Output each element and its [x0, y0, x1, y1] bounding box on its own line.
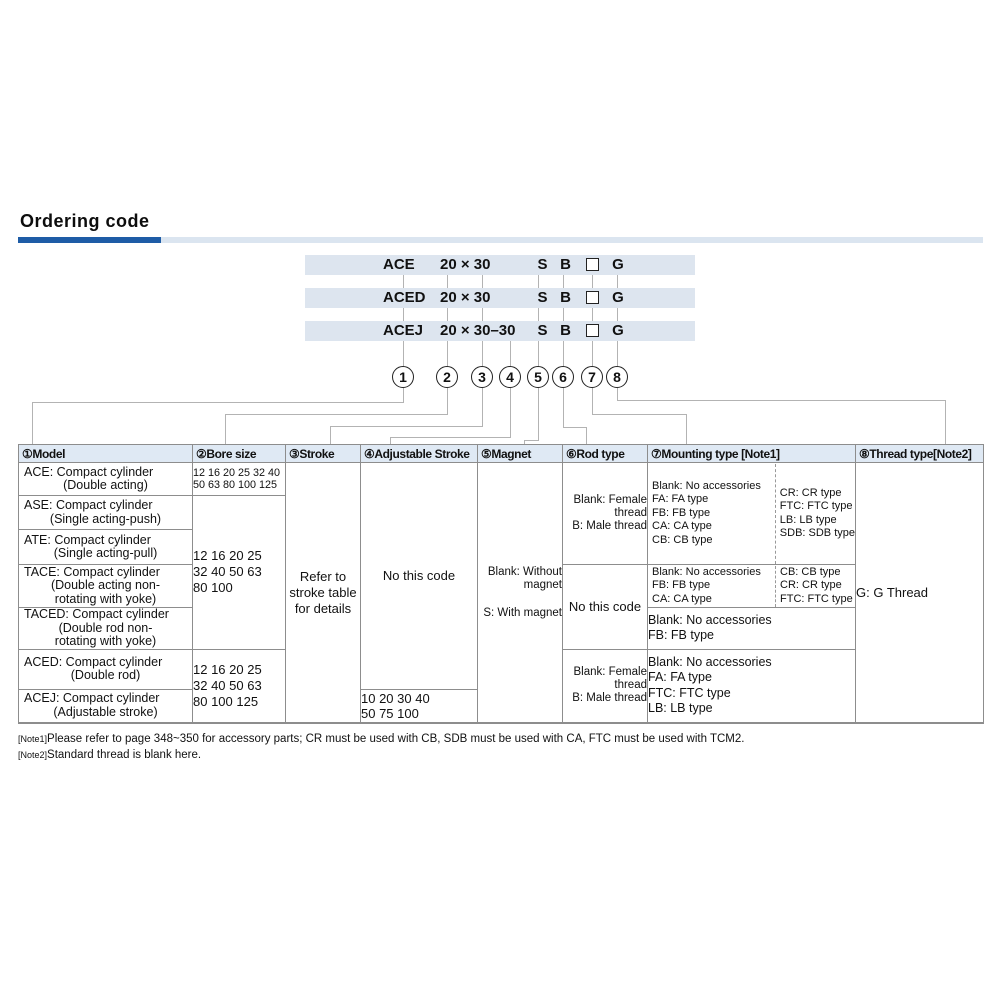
model-cell-aced: ACED: Compact cylinder (Double rod)	[19, 649, 193, 689]
connector-line	[390, 437, 511, 438]
connector-line	[538, 341, 539, 366]
connector-line	[447, 388, 448, 414]
note-text: Standard thread is blank here.	[47, 749, 202, 761]
connector-line	[390, 437, 391, 444]
note-tag: [Note2]	[18, 750, 48, 760]
code-model-size	[383, 289, 490, 306]
stroke-cell: Refer to stroke table for details	[286, 463, 361, 724]
connector-line	[563, 275, 564, 288]
code-rod: B	[560, 322, 571, 339]
code-magnet: S	[537, 289, 548, 306]
connector-line	[403, 341, 404, 366]
connector-line	[524, 440, 539, 441]
note-text: Please refer to page 348~350 for accessory parts; CR must be used with CB, SDB must be used with CA, FTC must be used with TCM2.	[47, 733, 745, 745]
connector-line	[330, 426, 331, 444]
connector-line	[447, 275, 448, 288]
connector-line	[330, 426, 483, 427]
code-magnet: S	[537, 322, 548, 339]
connector-line	[592, 308, 593, 321]
connector-line	[32, 402, 33, 444]
mounting-cell-b	[648, 565, 856, 608]
title-underline-light	[161, 237, 983, 243]
connector-line	[538, 388, 539, 440]
code-bar-aced	[305, 288, 695, 308]
code-model: ACE	[383, 256, 415, 273]
connector-line	[563, 308, 564, 321]
connector-line	[510, 388, 511, 437]
connector-line	[482, 388, 483, 426]
model-cell-taced: TACED: Compact cylinder (Double rod non- rotating with yoke)	[19, 608, 193, 650]
connector-line	[447, 308, 448, 321]
mounting-cell-d: Blank: No accessories FA: FA type FTC: FTC type LB: LB type	[648, 649, 856, 723]
connector-line	[225, 414, 226, 444]
col-header-mounting-type: ⑦Mounting type [Note1]	[648, 445, 856, 463]
connector-line	[592, 341, 593, 366]
adjustable-stroke-values-cell: 10 20 30 40 50 75 100	[361, 689, 478, 723]
callout-circle-8: 8	[606, 366, 628, 388]
connector-line	[482, 341, 483, 366]
code-model-size	[383, 256, 490, 273]
mounting-a-left: Blank: No accessories FA: FA type FB: FB type CA: CA type CB: CB type	[652, 479, 761, 546]
mounting-cell-a	[648, 463, 856, 565]
note-tag: [Note1]	[18, 734, 48, 744]
code-model: ACEJ	[383, 322, 424, 339]
col-header-stroke: ③Stroke	[286, 445, 361, 463]
connector-line	[538, 275, 539, 288]
mounting-b-right: CB: CB type CR: CR type FTC: FTC type	[775, 566, 855, 607]
mounting-b-left: Blank: No accessories FB: FB type CA: CA type	[652, 565, 761, 605]
rod-type-cell-a: Blank: Female thread B: Male thread	[563, 463, 648, 565]
connector-line	[403, 275, 404, 288]
code-rod: B	[560, 256, 571, 273]
code-thread: G	[612, 322, 624, 339]
connector-line	[563, 388, 564, 427]
mounting-cell-c: Blank: No accessories FB: FB type	[648, 608, 856, 650]
connector-line	[403, 308, 404, 321]
connector-line	[563, 427, 587, 428]
note-2	[18, 745, 201, 763]
model-cell-ase: ASE: Compact cylinder (Single acting-push)	[19, 496, 193, 530]
mounting-blank-box	[586, 291, 599, 304]
callout-circle-7: 7	[581, 366, 603, 388]
table-header-row	[19, 445, 984, 463]
connector-line	[592, 388, 593, 414]
connector-line	[482, 308, 483, 321]
code-thread: G	[612, 256, 624, 273]
code-bore-stroke: 20 × 30	[440, 256, 491, 273]
col-header-rod-type: ⑥Rod type	[563, 445, 648, 463]
connector-line	[32, 402, 404, 403]
connector-line	[225, 414, 448, 415]
model-cell-tace: TACE: Compact cylinder (Double acting non- rotating with yoke)	[19, 565, 193, 608]
mounting-blank-box	[586, 258, 599, 271]
connector-line	[945, 400, 946, 444]
connector-line	[563, 341, 564, 366]
code-rod: B	[560, 289, 571, 306]
connector-line	[617, 275, 618, 288]
connector-line	[538, 308, 539, 321]
connector-line	[586, 427, 587, 444]
adjustable-stroke-none-cell: No this code	[361, 463, 478, 690]
thread-type-cell: G: G Thread	[856, 463, 984, 724]
callout-circle-3: 3	[471, 366, 493, 388]
callout-circle-1: 1	[392, 366, 414, 388]
ordering-code-table	[18, 444, 984, 724]
connector-line	[592, 414, 687, 415]
connector-line	[482, 275, 483, 288]
bore-cell-mid: 12 16 20 25 32 40 50 63 80 100	[193, 496, 286, 650]
code-bar-acej	[305, 321, 695, 341]
code-bore-stroke: 20 × 30–30	[440, 322, 516, 339]
connector-line	[617, 341, 618, 366]
code-model: ACED	[383, 289, 426, 306]
mounting-blank-box	[586, 324, 599, 337]
title-underline-dark	[18, 237, 161, 243]
connector-line	[617, 308, 618, 321]
page-title: Ordering code	[20, 211, 150, 231]
table-row	[19, 463, 984, 496]
callout-circle-6: 6	[552, 366, 574, 388]
connector-line	[617, 400, 946, 401]
rod-type-cell-none: No this code	[563, 565, 648, 650]
code-model-size	[383, 322, 516, 339]
connector-line	[617, 388, 618, 400]
col-header-model: ①Model	[19, 445, 193, 463]
connector-line	[447, 341, 448, 366]
col-header-bore-size: ②Bore size	[193, 445, 286, 463]
connector-line	[510, 341, 511, 366]
code-thread: G	[612, 289, 624, 306]
rod-type-cell-c: Blank: Female thread B: Male thread	[563, 649, 648, 723]
callout-circle-4: 4	[499, 366, 521, 388]
code-magnet: S	[537, 256, 548, 273]
connector-line	[403, 388, 404, 402]
connector-line	[686, 414, 687, 444]
magnet-cell: Blank: Without magnet S: With magnet	[478, 463, 563, 724]
col-header-adjustable-stroke: ④Adjustable Stroke	[361, 445, 478, 463]
model-cell-acej: ACEJ: Compact cylinder (Adjustable stroke)	[19, 689, 193, 723]
callout-circle-2: 2	[436, 366, 458, 388]
col-header-thread-type: ⑧Thread type[Note2]	[856, 445, 984, 463]
bore-cell-bottom: 12 16 20 25 32 40 50 63 80 100 125	[193, 649, 286, 723]
code-bore-stroke: 20 × 30	[440, 289, 491, 306]
code-bar-ace	[305, 255, 695, 275]
col-header-magnet: ⑤Magnet	[478, 445, 563, 463]
callout-circle-5: 5	[527, 366, 549, 388]
mounting-a-right: CR: CR type FTC: FTC type LB: LB type SDB: SDB type	[775, 464, 855, 564]
connector-line	[592, 275, 593, 288]
bore-cell-ace: 12 16 20 25 32 40 50 63 80 100 125	[193, 463, 286, 496]
model-cell-ate: ATE: Compact cylinder (Single acting-pull)	[19, 530, 193, 565]
model-cell-ace: ACE: Compact cylinder (Double acting)	[19, 463, 193, 496]
